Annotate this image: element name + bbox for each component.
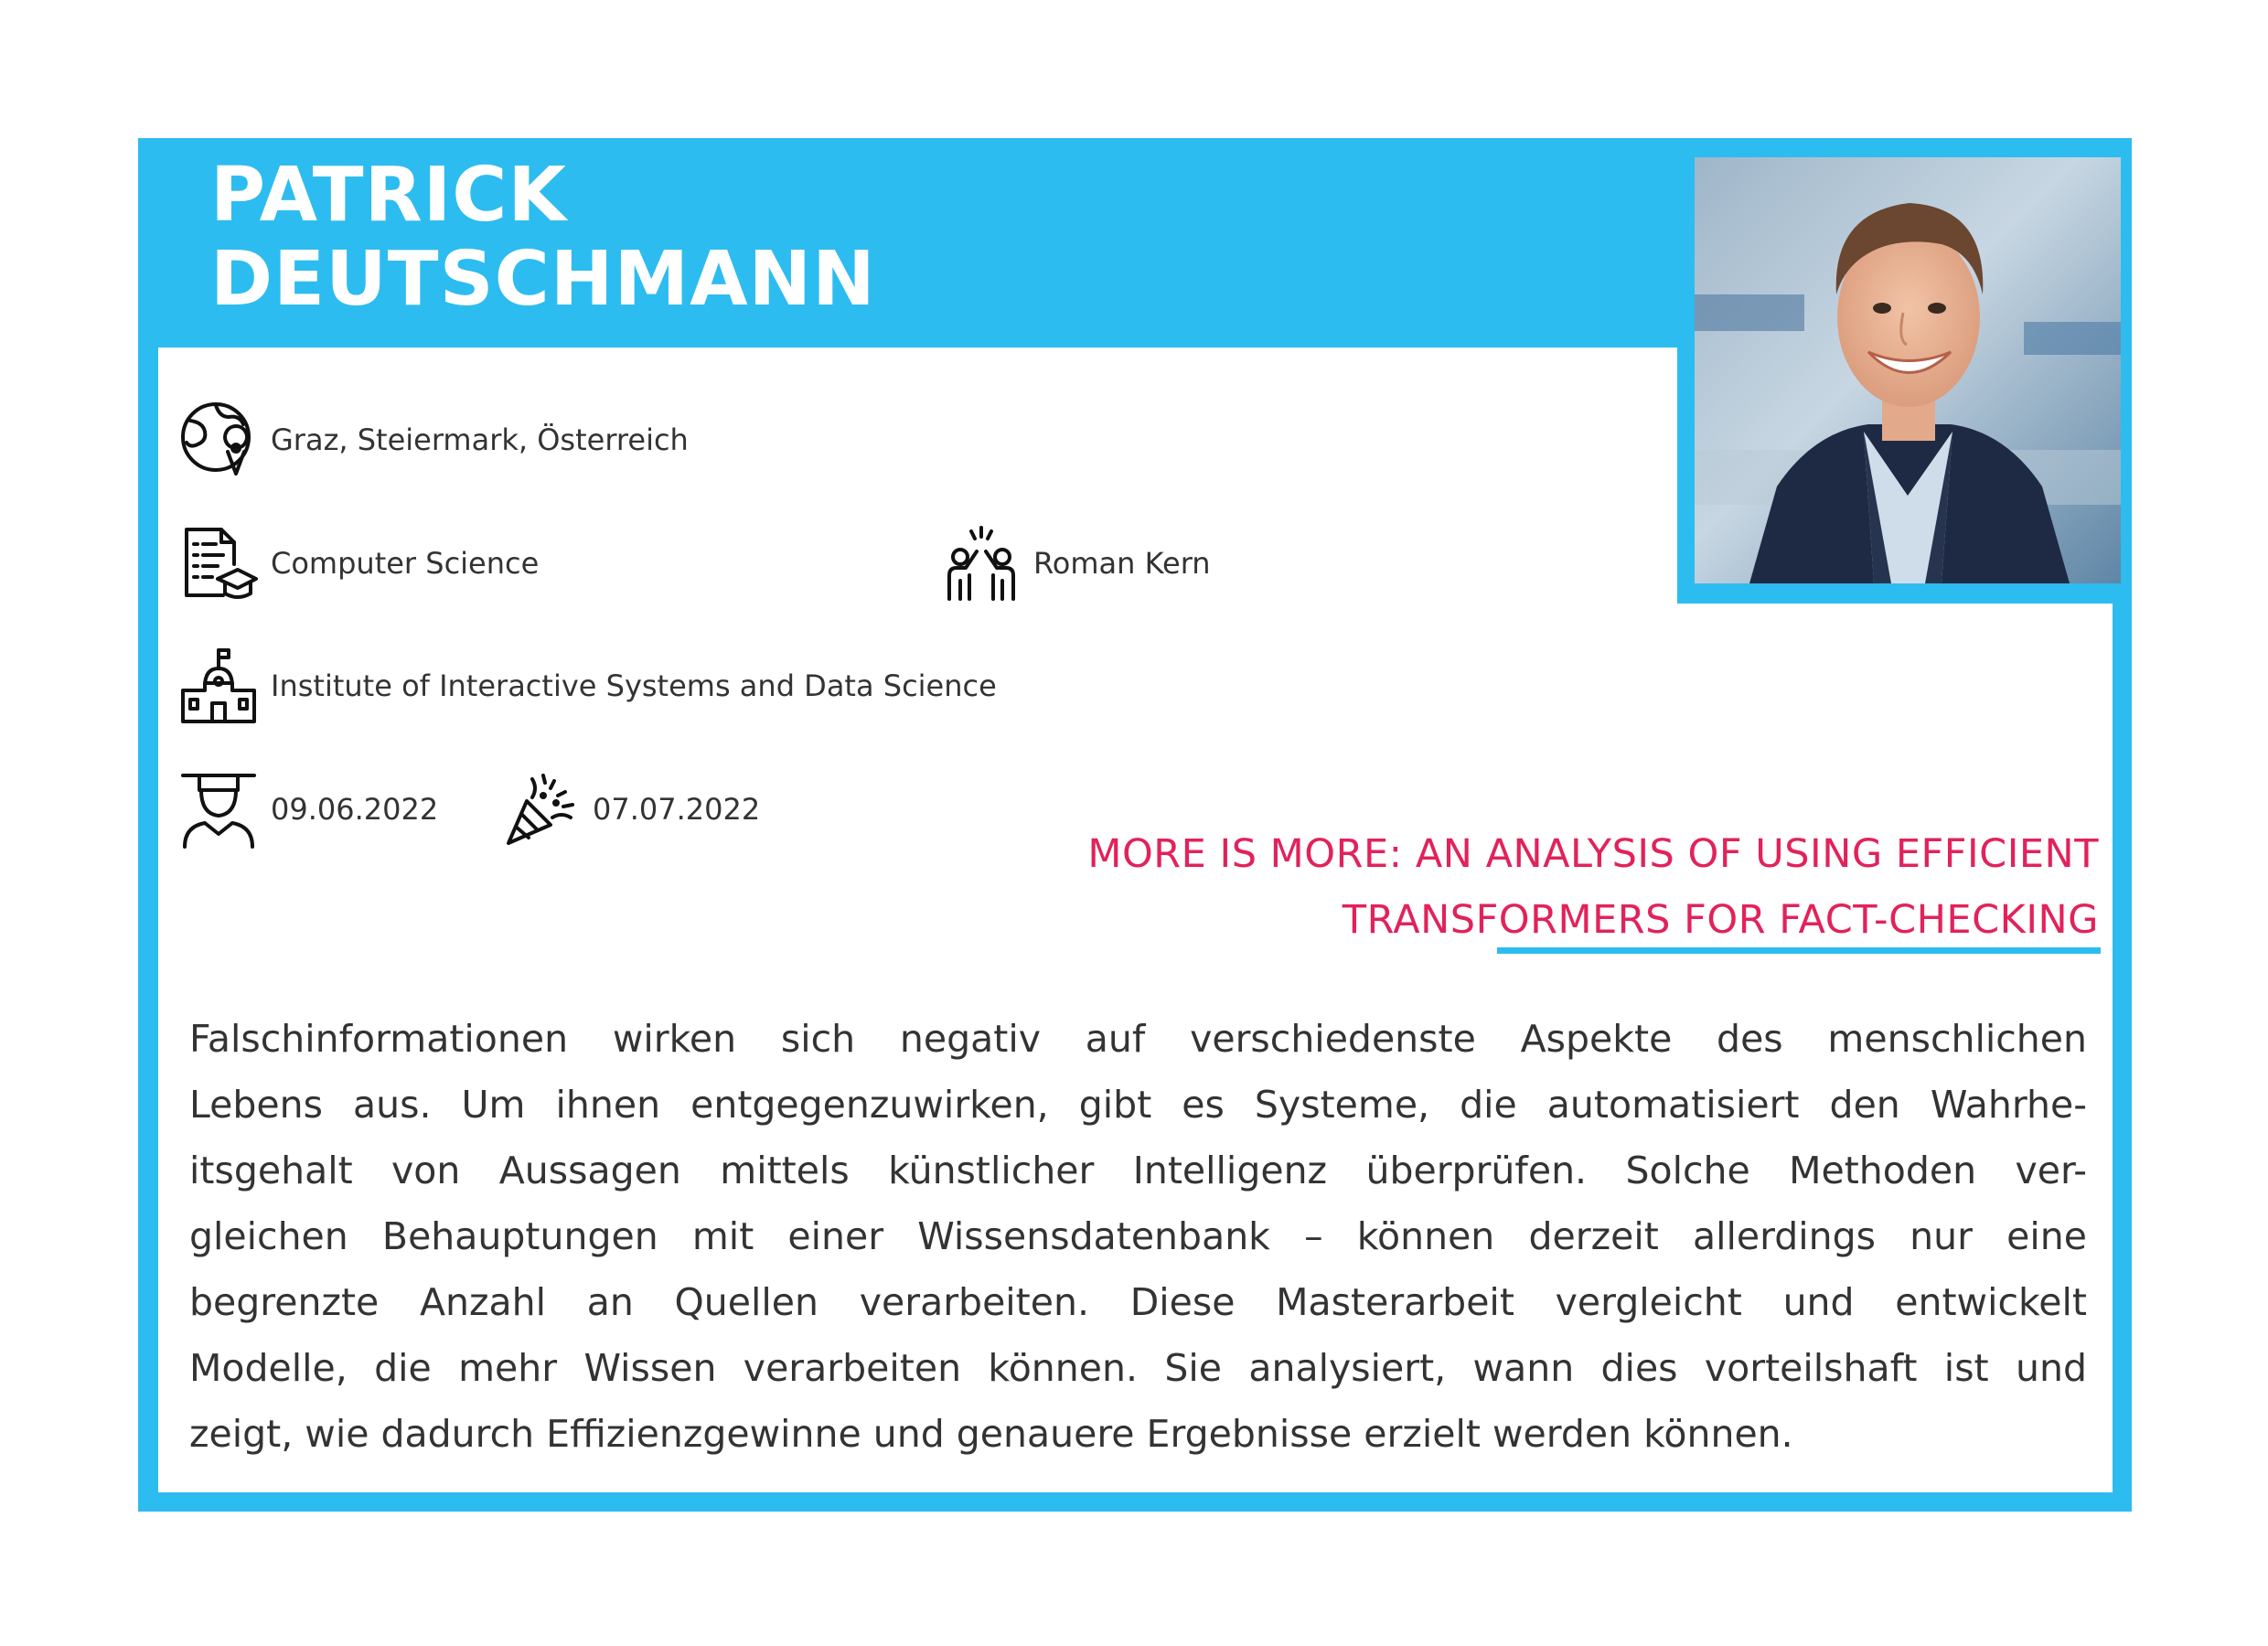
graduate-person-icon (179, 770, 258, 849)
supervisor-text: Roman Kern (1033, 546, 1211, 581)
abstract-line: Modelle, die mehr Wissen verarbeiten können. Sie analysiert, wann dies vorteilshaft ist und (189, 1346, 2087, 1390)
person-first-name: PATRICK (210, 152, 567, 239)
portrait-photo (1695, 157, 2121, 583)
institute-text: Institute of Interactive Systems and Data Science (271, 668, 997, 703)
abstract-line: gleichen Behauptungen mit einer Wissensdatenbank – können derzeit allerdings nur eine (189, 1214, 2087, 1258)
party-popper-icon (501, 770, 580, 849)
location-text: Graz, Steiermark, Österreich (271, 422, 689, 457)
study-row (179, 522, 539, 604)
globe-location-icon (179, 401, 258, 479)
location-row (179, 399, 689, 481)
graduation-date-text: 09.06.2022 (271, 792, 439, 827)
abstract-line: Lebens aus. Um ihnen entgegenzuwirken, gibt es Systeme, die automatisiert den Wahrhe- (189, 1083, 2087, 1127)
abstract-line: zeigt, wie dadurch Effizienzgewinne und genauere Ergebnisse erzielt werden können. (189, 1412, 1793, 1456)
graduation-date-row (179, 768, 438, 850)
abstract-line: Falschinformationen wirken sich negativ auf verschiedenste Aspekte des menschlichen (189, 1017, 2087, 1061)
title-underline (1497, 947, 2101, 954)
institute-row (179, 645, 997, 727)
abstract-line: itsgehalt von Aussagen mittels künstlicher Intelligenz überprüfen. Solche Methoden ver- (189, 1149, 2087, 1192)
person-name (210, 154, 876, 322)
high-five-people-icon (942, 524, 1021, 603)
celebration-date-text: 07.07.2022 (593, 792, 761, 827)
thesis-title (910, 821, 2099, 953)
thesis-title-line-1: MORE IS MORE: AN ANALYSIS OF USING EFFICIENT (1087, 831, 2099, 877)
abstract-line: begrenzte Anzahl an Quellen verarbeiten. Diese Masterarbeit vergleicht und entwickelt (189, 1280, 2087, 1324)
school-building-icon (179, 647, 258, 725)
celebration-date-row (501, 768, 760, 850)
person-last-name: DEUTSCHMANN (210, 236, 876, 323)
study-text: Computer Science (271, 546, 540, 581)
study-document-graduation-icon (179, 524, 258, 603)
abstract-text (189, 1006, 2087, 1467)
thesis-title-line-2: TRANSFORMERS FOR FACT-CHECKING (1342, 897, 2099, 943)
supervisor-row (942, 522, 1211, 604)
